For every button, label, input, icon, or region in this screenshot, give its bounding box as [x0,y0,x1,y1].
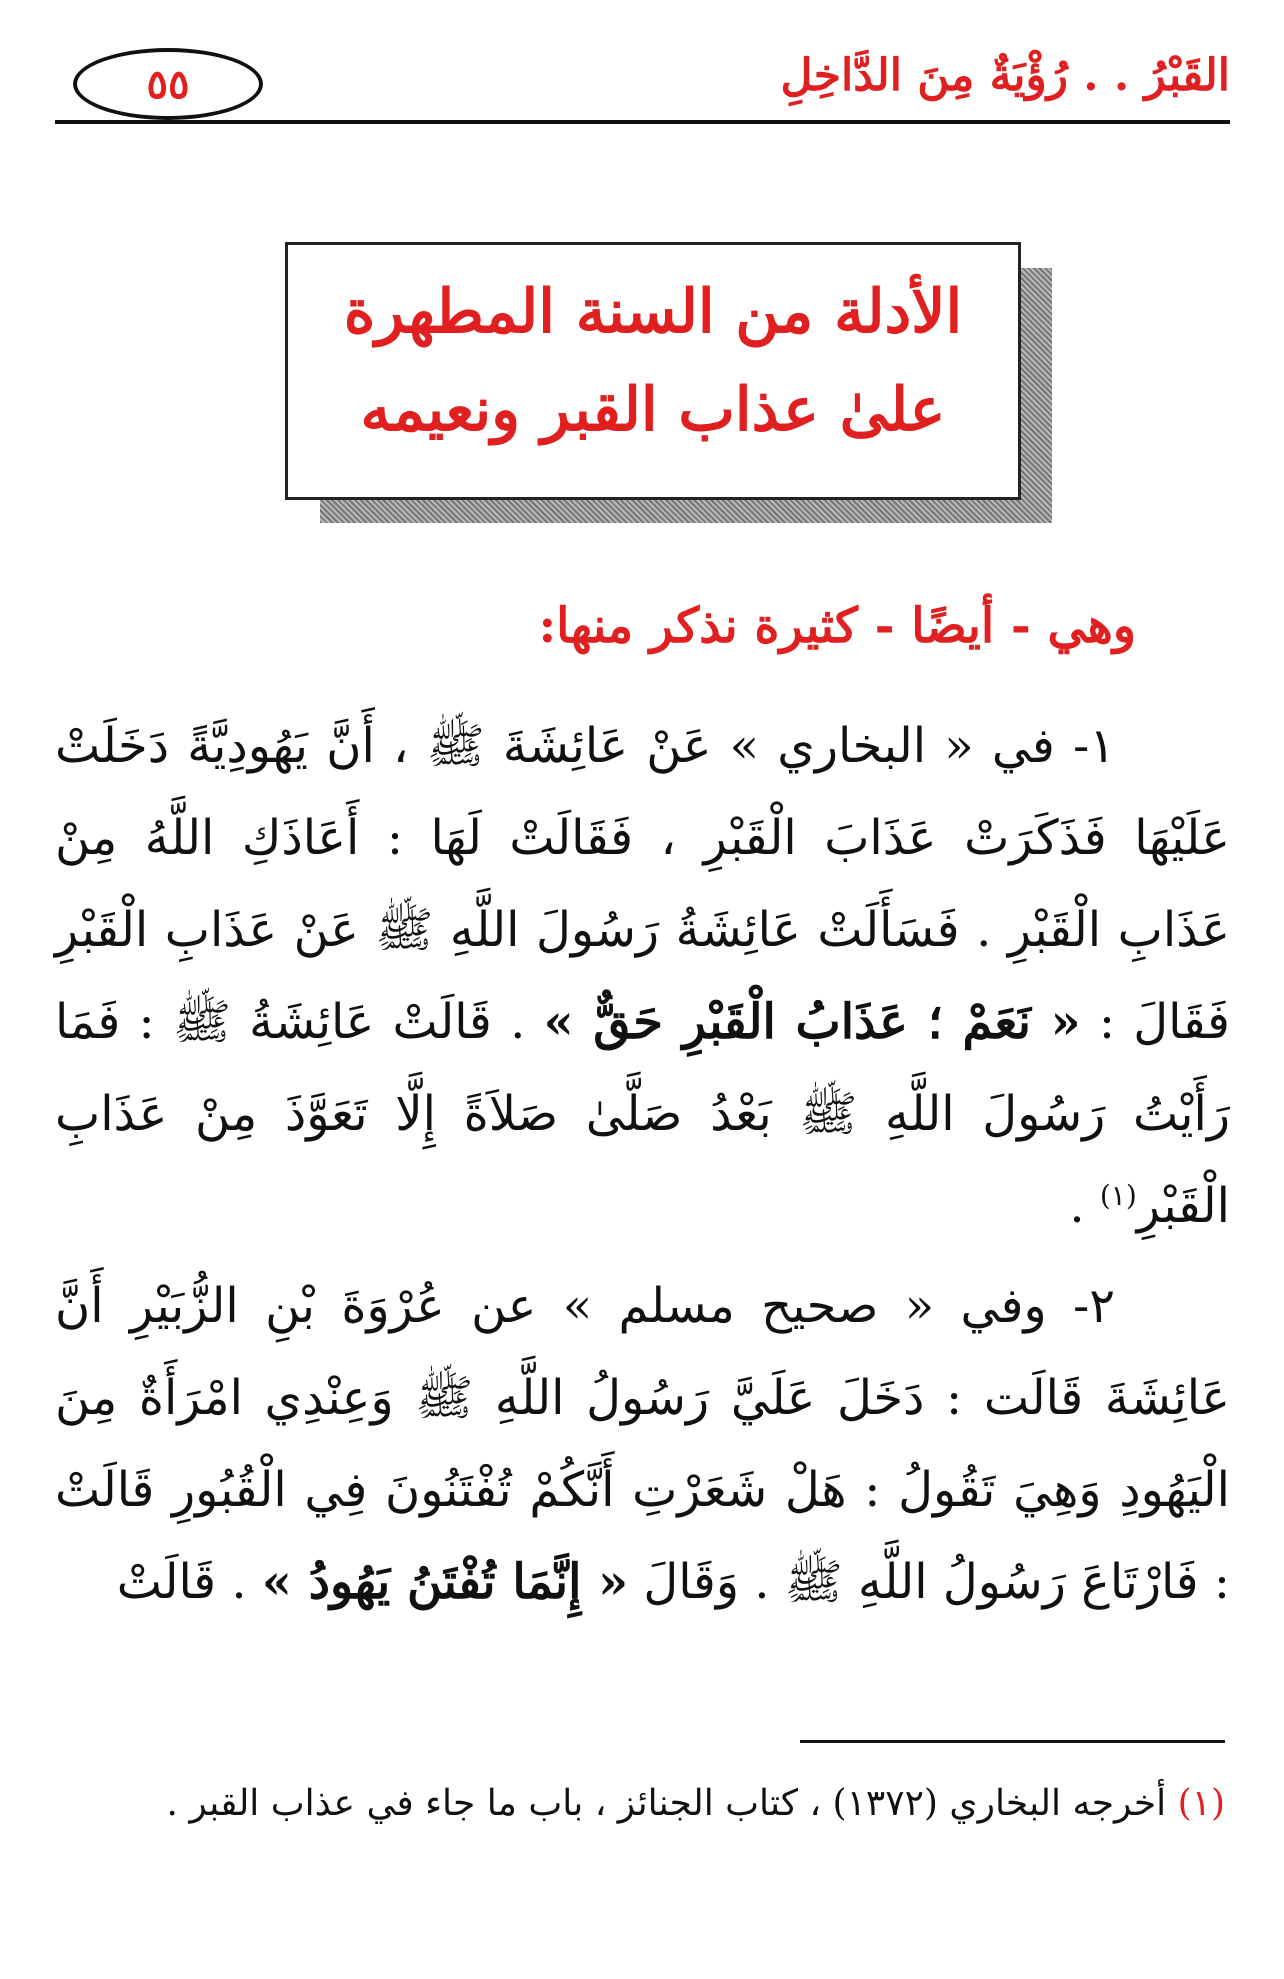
paragraph-2 [55,1260,1230,1628]
paragraph-1-hadith-quote: « نَعَمْ ؛ عَذَابُ الْقَبْرِ حَقٌّ » [543,994,1081,1050]
footnote-divider [800,1740,1225,1743]
paragraph-1 [55,700,1230,1252]
paragraph-2-text-a: ٢- وفي « صحيح مسلم » عن عُرْوَةَ بْنِ الزُّبَيْرِ أَنَّ عَائِشَةَ قَالَت : دَخَلَ عَلَيَّ رَسُولُ اللَّهِ ﷺ وَعِنْدِي امْرَأَةٌ مِنَ الْيَهُودِ وَهِيَ تَقُولُ : هَلْ شَعَرْتِ أَنَّكُمْ تُفْتَنُونَ فِي الْقُبُورِ قَالَتْ : فَارْتَاعَ رَسُولُ اللَّهِ ﷺ . وَقَالَ [55,1278,1230,1610]
chapter-title-line-2: علىٰ عذاب القبر ونعيمه [360,375,946,445]
footnote-text: أخرجه البخاري (١٣٧٢) ، كتاب الجنائز ، باب ما جاء في عذاب القبر . [166,1783,1178,1824]
paragraph-1-end: . [1069,1178,1100,1234]
paragraph-1-text-a: ١- في « البخاري » عَنْ عَائِشَةَ ﷺ ، أَنَّ يَهُودِيَّةً دَخَلَتْ عَلَيْهَا فَذَكَرَتْ عَذَابَ الْقَبْرِ ، فَقَالَتْ لَهَا : أَعَاذَكِ اللَّهُ مِنْ عَذَابِ الْقَبْرِ . فَسَأَلَتْ عَائِشَةُ رَسُولَ اللَّهِ ﷺ عَنْ عَذَابِ الْقَبْرِ فَقَالَ : [55,718,1231,1050]
footnote [55,1765,1225,1843]
chapter-title-line-1: الأدلة من السنة المطهرة [343,277,963,347]
running-title: القَبْرُ . . رُؤْيَةٌ مِنَ الدَّاخِلِ [780,50,1230,101]
footnote-number: (١) [1177,1783,1225,1824]
section-subheading: وهي - أيضًا - كثيرة نذكر منها: [538,598,1136,654]
footnote-reference: (١) [1099,1179,1137,1212]
paragraph-1-text-b: . قَالَتْ عَائِشَةُ ﷺ : فَمَا رَأَيْتُ رَسُولَ اللَّهِ ﷺ بَعْدُ صَلَّىٰ صَلاَةً إِلَّا تَعَوَّذَ مِنْ عَذَابِ الْقَبْرِ [55,994,1230,1234]
page-header [55,40,1230,130]
chapter-title-box [285,242,1021,500]
page-number: ٥٥ [73,48,263,120]
header-divider [55,120,1230,124]
paragraph-2-text-b: . قَالَتْ [116,1554,262,1610]
body-text [55,700,1230,1636]
paragraph-2-hadith-quote: « إِنَّمَا تُفْتَنُ يَهُودُ » [261,1554,629,1610]
